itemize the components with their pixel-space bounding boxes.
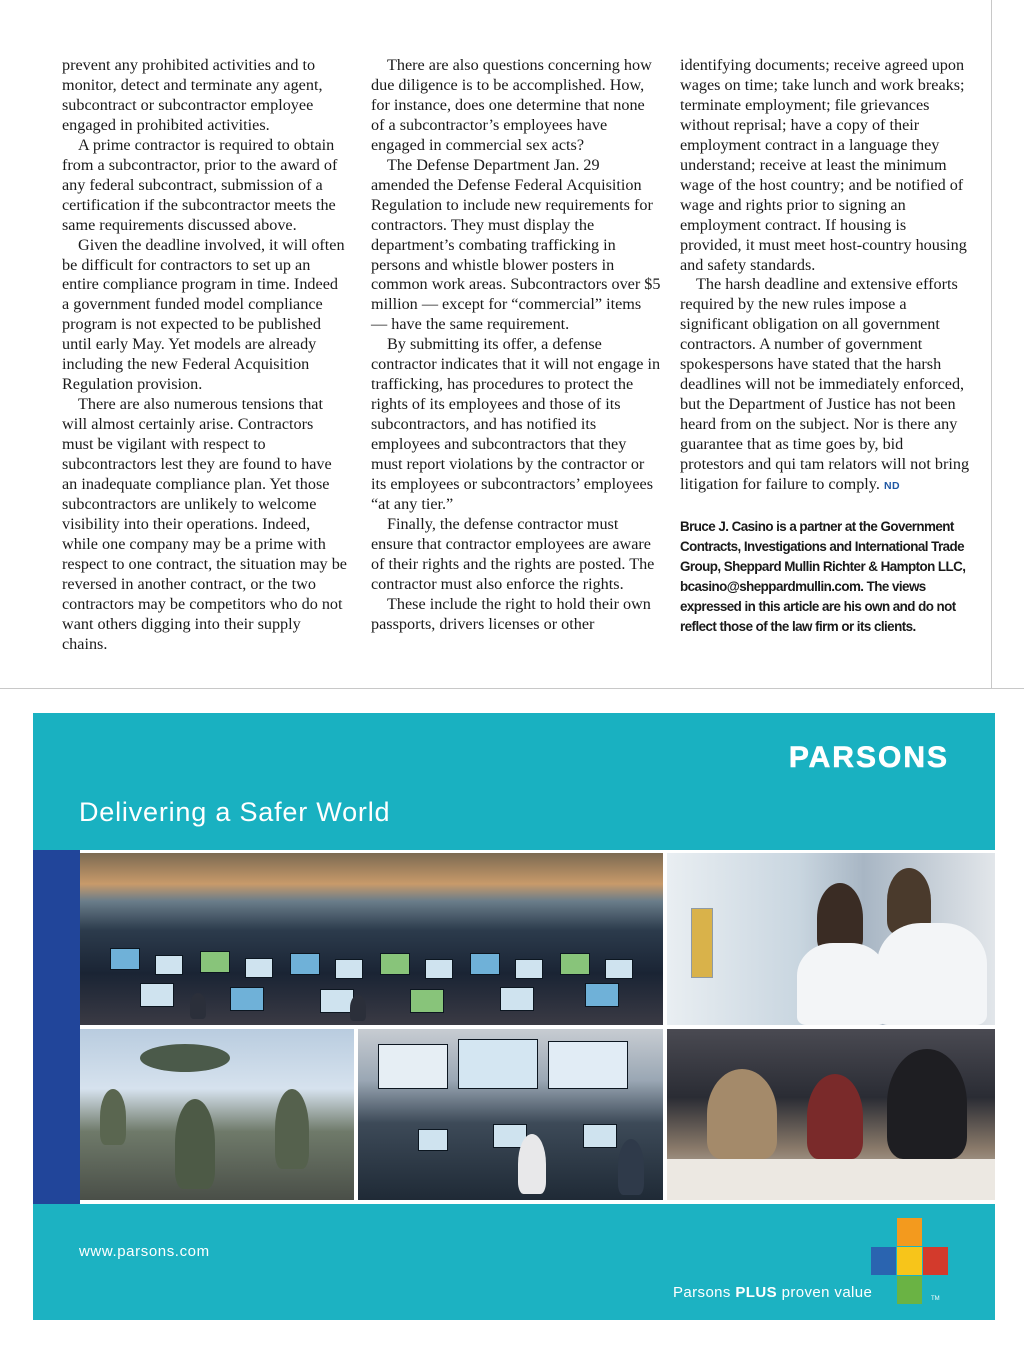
operations-center-photo — [358, 1029, 663, 1200]
paragraph: identifying documents; receive agreed upon wages on time; take lunch and work breaks; terminate employment; file grievances without reprisal; have a copy of their employment contract in a language they understand; receive at least the minimum wage of the host country; and be notified of wage and rights prior to signing an employment contract. If housing is provided, it must meet host-country housing and safety standards. — [680, 56, 967, 274]
paragraph: prevent any prohibited activities and to monitor, detect and terminate any agent, subcontract or subcontractor employee engaged in prohibited activities. — [62, 56, 323, 134]
website-url[interactable]: www.parsons.com — [79, 1243, 210, 1260]
parsons-advertisement[interactable] — [33, 713, 995, 1320]
paragraph-text: The harsh deadline and extensive efforts required by the new rules impose a significant obligation on all government contractors. A number of government spokespersons have stated that the harsh deadlines will not be immediately enforced, but the Department of Justice has not been heard from on the subject. Nor is there any guarantee that as time goes by, bid protestors and qui tam relators will not bring litigation for failure to comply. — [680, 275, 970, 494]
plus-suffix: proven value — [777, 1284, 873, 1301]
laboratory-photo — [667, 853, 995, 1025]
end-mark: ND — [883, 480, 901, 493]
author-bio: Bruce J. Casino is a partner at the Government Contracts, Investigations and International Trade Group, Sheppard Mullin Richter & Hampton LLC, bcasino@sheppardmullin.com. The views expressed in this article are his own and do not reflect those of the law firm or its clients. — [680, 518, 966, 634]
navy-accent-bar — [33, 850, 80, 1204]
paragraph: There are also questions concerning how due diligence is to be accomplished. How, for instance, does one determine that none of a subcontractor’s employees have engaged in commercial sex acts? — [371, 56, 652, 154]
paragraph: The Defense Department Jan. 29 amended the Defense Federal Acquisition Regulation to include new requirements for contractors. They must display the department’s combating trafficking in persons and whistle blower posters in common work areas. Subcontractors over $5 million — except for “commercial” items — have the same requirement. — [371, 155, 661, 334]
article-column-3 — [680, 56, 970, 637]
parsons-logo: PARSONS — [788, 741, 949, 774]
control-room-photo — [80, 853, 663, 1025]
trademark-mark: TM — [931, 1296, 940, 1302]
plus-prefix: Parsons — [673, 1284, 736, 1301]
paragraph: Given the deadline involved, it will often be difficult for contractors to set up an entire compliance program in time. Indeed a government funded model compliance program is not expected to be published until early May. Yet models are already including the new Federal Acquisition Regulation provision. — [62, 235, 345, 394]
column-rule-vertical — [991, 0, 992, 688]
ad-photo-collage — [33, 850, 995, 1204]
briefing-photo — [667, 1029, 995, 1200]
soldiers-photo — [80, 1029, 354, 1200]
paragraph: Finally, the defense contractor must ensure that contractor employees are aware of their rights and the rights are posted. The contractor must also enforce the rights. — [371, 514, 655, 593]
article-column-1 — [62, 56, 347, 655]
paragraph: A prime contractor is required to obtain from a subcontractor, prior to the award of any federal subcontract, submission of a certification if the subcontractor meets the same requirements discussed above. — [62, 135, 338, 234]
ad-header — [33, 713, 995, 850]
plus-logo-icon — [871, 1218, 948, 1304]
paragraph: These include the right to hold their own passports, drivers licenses or other — [371, 594, 651, 633]
article-column-2 — [371, 56, 661, 635]
plus-bold: PLUS — [735, 1284, 778, 1301]
ad-tagline: Delivering a Safer World — [79, 797, 391, 827]
paragraph — [680, 275, 970, 496]
page-divider — [0, 688, 1024, 689]
paragraph: There are also numerous tensions that will almost certainly arise. Contractors must be vigilant with respect to subcontractors lest they are found to have an inadequate compliance plan. Yet those subcontractors are unlikely to welcome visibility into their operations. Indeed, while one company may be a prime with respect to one contract, the situation may be reversed in another contract, or the two contractors may be competitors who do not want others digging into their supply chains. — [62, 395, 347, 653]
paragraph: By submitting its offer, a defense contractor indicates that it will not engage in trafficking, has procedures to protect the rights of its employees and those of its subcontractors, and has notified its employees and subcontractors that they must report violations by the contractor or its employees or subcontractors’ employees “at any tier.” — [371, 335, 661, 513]
plus-tagline — [673, 1284, 872, 1301]
